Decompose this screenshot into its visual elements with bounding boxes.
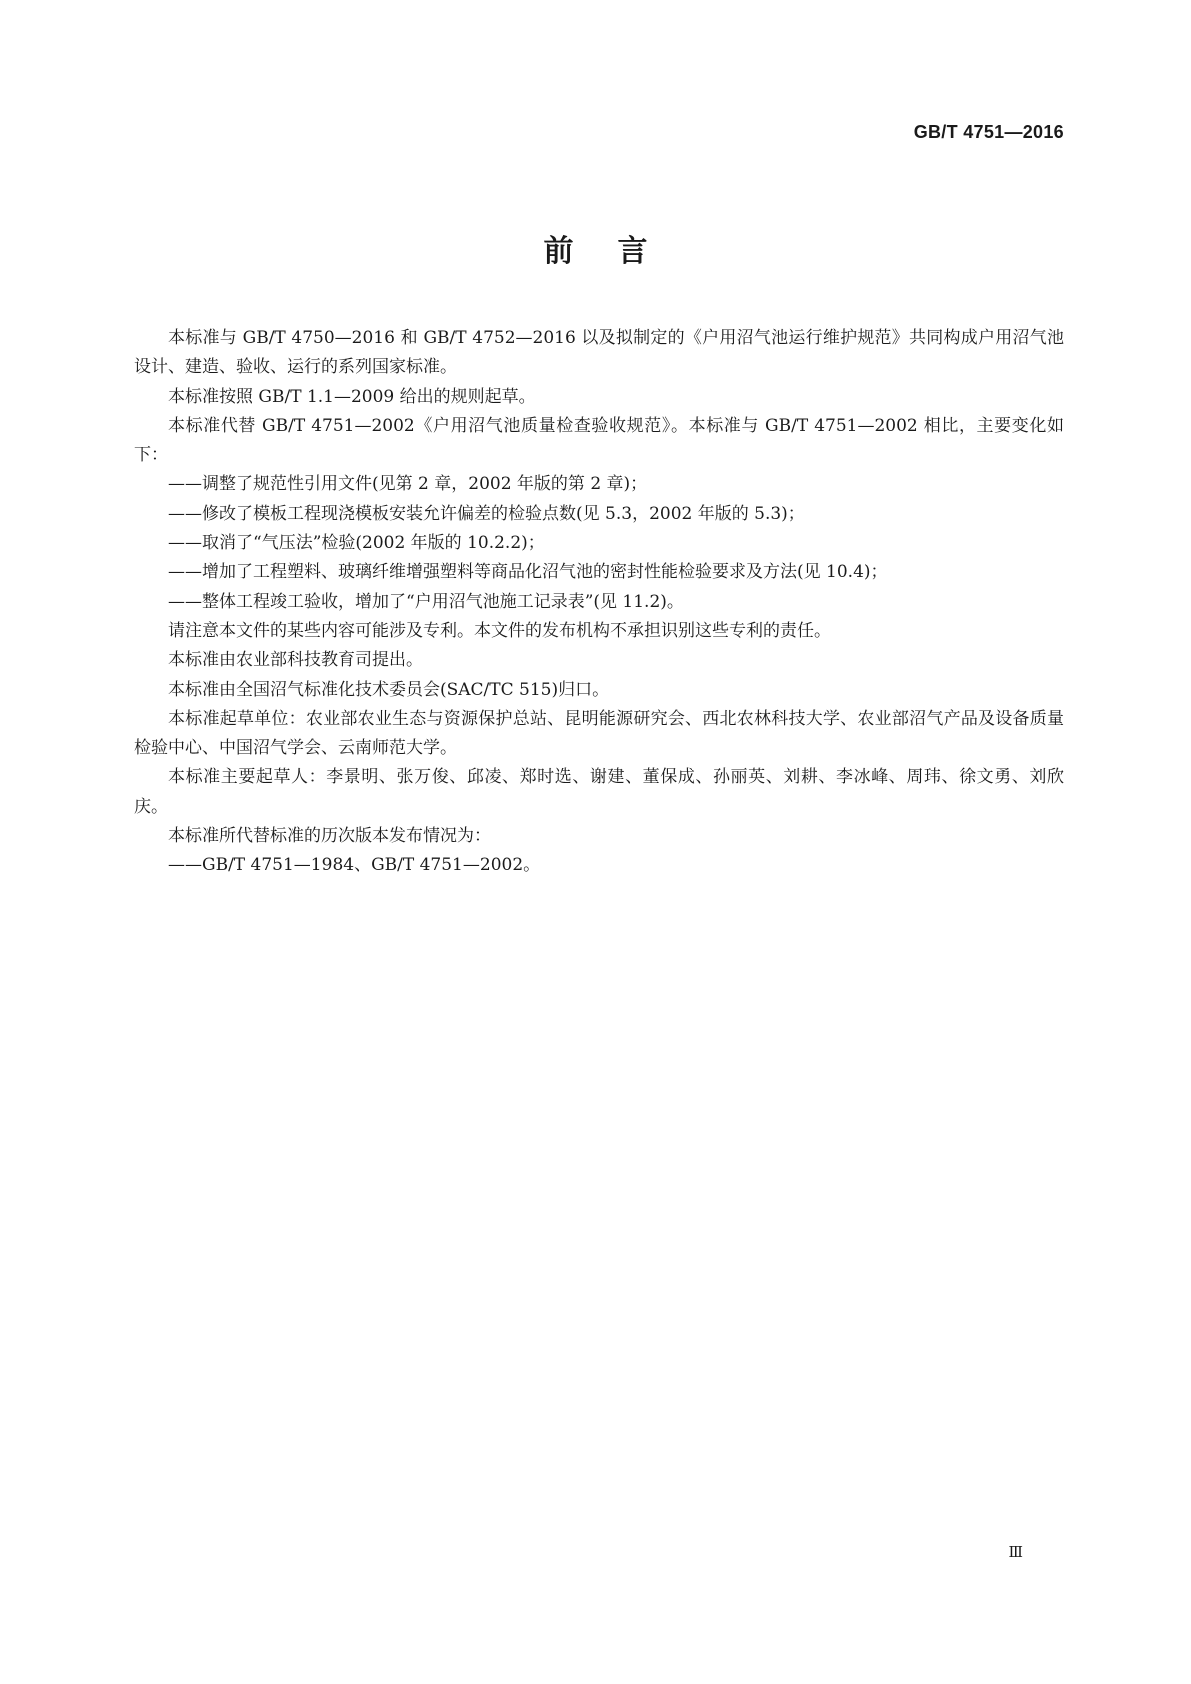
paragraph: 本标准起草单位：农业部农业生态与资源保护总站、昆明能源研究会、西北农林科技大学、农业部沼气产品及设备质量检验中心、中国沼气学会、云南师范大学。 [134,708,1064,759]
list-item: ——调整了规范性引用文件(见第 2 章，2002 年版的第 2 章)； [168,474,648,495]
page-number: Ⅲ [1008,1543,1023,1561]
list-item: ——增加了工程塑料、玻璃纤维增强塑料等商品化沼气池的密封性能检验要求及方法(见 10.4)； [168,562,888,583]
list-item: ——GB/T 4751—1984、GB/T 4751—2002。 [168,855,541,876]
paragraph: 本标准所代替标准的历次版本发布情况为： [168,826,491,847]
paragraph: 本标准与 GB/T 4750—2016 和 GB/T 4752—2016 以及拟制定的《户用沼气池运行维护规范》共同构成户用沼气池设计、建造、验收、运行的系列国家标准。 [134,328,1064,378]
page-title: 前言 [543,234,692,269]
paragraph: 本标准由农业部科技教育司提出。 [168,650,423,671]
paragraph: 本标准主要起草人：李景明、张万俊、邱凌、郑时选、谢建、董保成、孙丽英、刘耕、李冰峰、周玮、徐文勇、刘欣庆。 [134,767,1064,817]
paragraph: 本标准按照 GB/T 1.1—2009 给出的规则起草。 [168,386,536,407]
list-item: ——修改了模板工程现浇模板安装允许偏差的检验点数(见 5.3，2002 年版的 5.3)； [168,503,805,524]
paragraph: 本标准由全国沼气标准化技术委员会(SAC/TC 515)归口。 [168,679,610,700]
standard-code: GB/T 4751—2016 [913,122,1064,142]
paragraph: 请注意本文件的某些内容可能涉及专利。本文件的发布机构不承担识别这些专利的责任。 [168,620,831,641]
list-item: ——取消了“气压法”检验(2002 年版的 10.2.2)； [168,533,545,554]
list-item: ——整体工程竣工验收，增加了“户用沼气池施工记录表”(见 11.2)。 [168,591,684,612]
paragraph: 本标准代替 GB/T 4751—2002《户用沼气池质量检查验收规范》。本标准与 GB/T 4751—2002 相比，主要变化如下： [134,415,1064,466]
foreword-body [134,324,1064,881]
